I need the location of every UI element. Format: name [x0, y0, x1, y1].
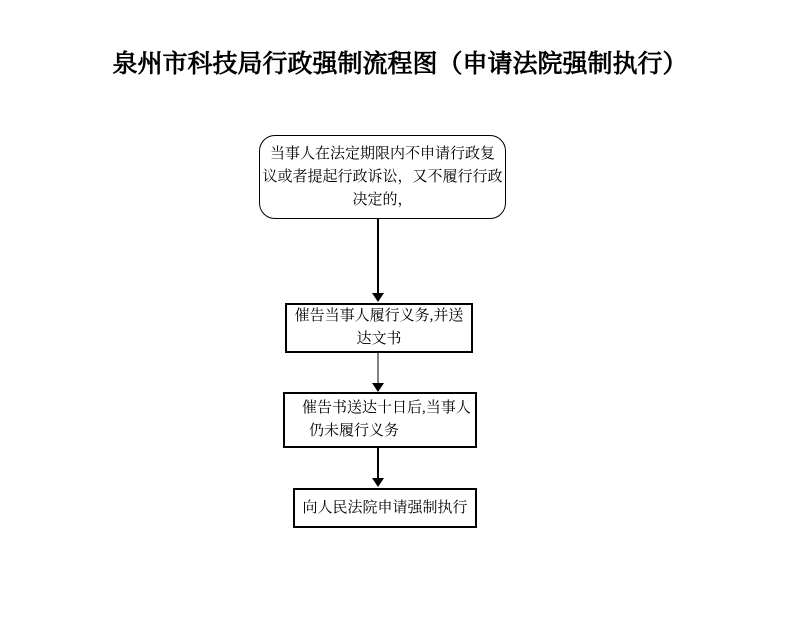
- flow-step-text-line: 催告书送达十日后,当事人: [302, 400, 471, 416]
- flow-step-text-line: 催告当事人履行义务,并送: [294, 308, 464, 324]
- flow-arrow-2: [372, 353, 384, 392]
- flow-step-urge-performance: [285, 303, 473, 353]
- flow-step-apply-court-enforcement: [293, 488, 477, 528]
- flow-step-text-line: 达文书: [356, 331, 402, 347]
- arrow-shaft: [377, 219, 379, 293]
- arrow-head-icon: [372, 478, 384, 487]
- flow-step-ten-days-no-performance: [283, 392, 477, 448]
- flow-step-text-line: 仍未履行义务: [309, 423, 400, 439]
- page-title: 泉州市科技局行政强制流程图（申请法院强制执行）: [112, 51, 688, 78]
- arrow-head-icon: [372, 293, 384, 302]
- arrow-shaft: [377, 448, 379, 478]
- flow-step-text-line: 当事人在法定期限内不申请行政复: [269, 145, 495, 162]
- arrow-shaft: [377, 353, 379, 383]
- flow-step-no-review-no-lawsuit: [259, 135, 506, 219]
- flow-step-text-line: 向人民法院申请强制执行: [302, 499, 468, 516]
- flow-step-text-line: 议或者提起行政诉讼，又不履行行政: [262, 168, 503, 185]
- arrow-head-icon: [372, 383, 384, 392]
- flow-step-text-line: 决定的，: [352, 191, 413, 208]
- flow-arrow-1: [372, 219, 384, 302]
- flow-arrow-3: [372, 448, 384, 487]
